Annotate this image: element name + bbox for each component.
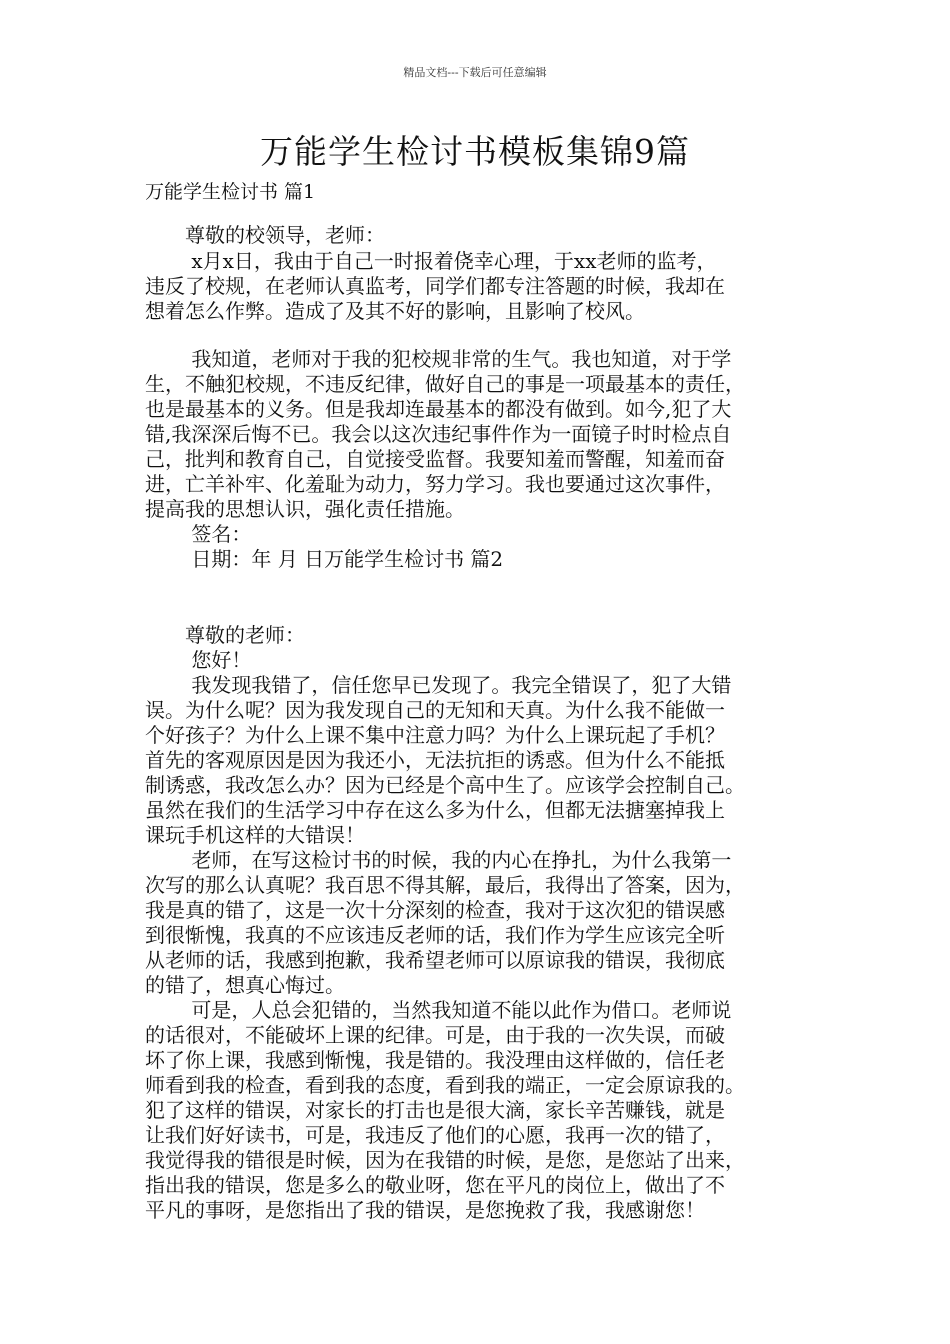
section-1-heading: 万能学生检讨书 篇1 xyxy=(145,181,316,203)
paragraph-line: 首先的客观原因是因为我还小，无法抗拒的诱惑。但为什么不能抵 xyxy=(145,748,725,772)
paragraph-line: 坏了你上课，我感到惭愧，我是错的。我没理由这样做的，信任老 xyxy=(145,1048,725,1072)
paragraph-line: 让我们好好读书，可是，我违反了他们的心愿，我再一次的错了， xyxy=(145,1123,725,1147)
paragraph-line: 也是最基本的义务。但是我却连最基本的都没有做到。如今,犯了大 xyxy=(145,397,732,421)
paragraph-line: 虽然在我们的生活学习中存在这么多为什么，但都无法搪塞掉我上 xyxy=(145,798,725,822)
paragraph-line: 可是，人总会犯错的，当然我知道不能以此作为借口。老师说 xyxy=(145,998,732,1022)
paragraph-line: 想着怎么作弊。造成了及其不好的影响，且影响了校风。 xyxy=(145,299,645,323)
paragraph-line: 制诱惑，我改怎么办？因为已经是个高中生了。应该学会控制自己。 xyxy=(145,773,745,797)
paragraph-line: 从老师的话，我感到抱歉，我希望老师可以原谅我的错误，我彻底 xyxy=(145,948,725,972)
paragraph-line: 错,我深深后悔不已。我会以这次违纪事件作为一面镜子时时检点自 xyxy=(145,422,732,446)
paragraph-line: 己，批判和教育自己，自觉接受监督。我要知羞而警醒，知羞而奋 xyxy=(145,447,725,471)
paragraph-line: 违反了校规，在老师认真监考，同学们都专注答题的时候，我却在 xyxy=(145,274,725,298)
signature-line: 签名： xyxy=(145,522,252,546)
paragraph-line: 到很惭愧，我真的不应该违反老师的话，我们作为学生应该完全听 xyxy=(145,923,725,947)
paragraph-line: 提高我的思想认识，强化责任措施。 xyxy=(145,497,465,521)
date-line: 日期：年 月 日万能学生检讨书 篇2 xyxy=(145,547,504,571)
paragraph-line: 平凡的事呀，是您指出了我的错误，是您挽救了我，我感谢您！ xyxy=(145,1198,705,1222)
paragraph-line: 的话很对，不能破坏上课的纪律。可是，由于我的一次失误，而破 xyxy=(145,1023,725,1047)
paragraph-line: 次写的那么认真呢？我百思不得其解，最后，我得出了答案，因为， xyxy=(145,873,745,897)
paragraph-line: 犯了这样的错误，对家长的打击也是很大滴，家长辛苦赚钱，就是 xyxy=(145,1098,725,1122)
paragraph-line: 我是真的错了，这是一次十分深刻的检查，我对于这次犯的错误感 xyxy=(145,898,725,922)
paragraph-line: 师看到我的检查，看到我的态度，看到我的端正，一定会原谅我的。 xyxy=(145,1073,745,1097)
paragraph-line: 尊敬的老师： xyxy=(145,623,305,647)
paragraph-line: 指出我的错误，您是多么的敬业呀，您在平凡的岗位上，做出了不 xyxy=(145,1173,725,1197)
paragraph-line: 误。为什么呢？因为我发现自己的无知和天真。为什么我不能做一 xyxy=(145,698,725,722)
paragraph-line: 尊敬的校领导，老师： xyxy=(145,223,385,247)
paragraph-line: 的错了，想真心悔过。 xyxy=(145,973,345,997)
paragraph-line: x月x日，我由于自己一时报着侥幸心理，于xx老师的监考， xyxy=(145,249,717,273)
paragraph-line: 进，亡羊补牢、化羞耻为动力，努力学习。我也要通过这次事件， xyxy=(145,472,725,496)
paragraph-line: 我觉得我的错很是时候，因为在我错的时候，是您，是您站了出来， xyxy=(145,1148,745,1172)
paragraph-line: 生，不触犯校规，不违反纪律，做好自己的事是一项最基本的责任， xyxy=(145,372,745,396)
document-title: 万能学生检讨书模板集锦9篇 xyxy=(260,132,690,171)
paragraph-line: 您好！ xyxy=(145,648,252,672)
paragraph-line: 我发现我错了，信任您早已发现了。我完全错误了，犯了大错 xyxy=(145,673,732,697)
paragraph-line: 课玩手机这样的大错误！ xyxy=(145,823,365,847)
paragraph-line: 老师，在写这检讨书的时候，我的内心在挣扎，为什么我第一 xyxy=(145,848,732,872)
header-note: 精品文档---下载后可任意编辑 xyxy=(403,66,547,79)
paragraph-line: 我知道，老师对于我的犯校规非常的生气。我也知道，对于学 xyxy=(145,347,732,371)
paragraph-line: 个好孩子？为什么上课不集中注意力吗？为什么上课玩起了手机？ xyxy=(145,723,725,747)
